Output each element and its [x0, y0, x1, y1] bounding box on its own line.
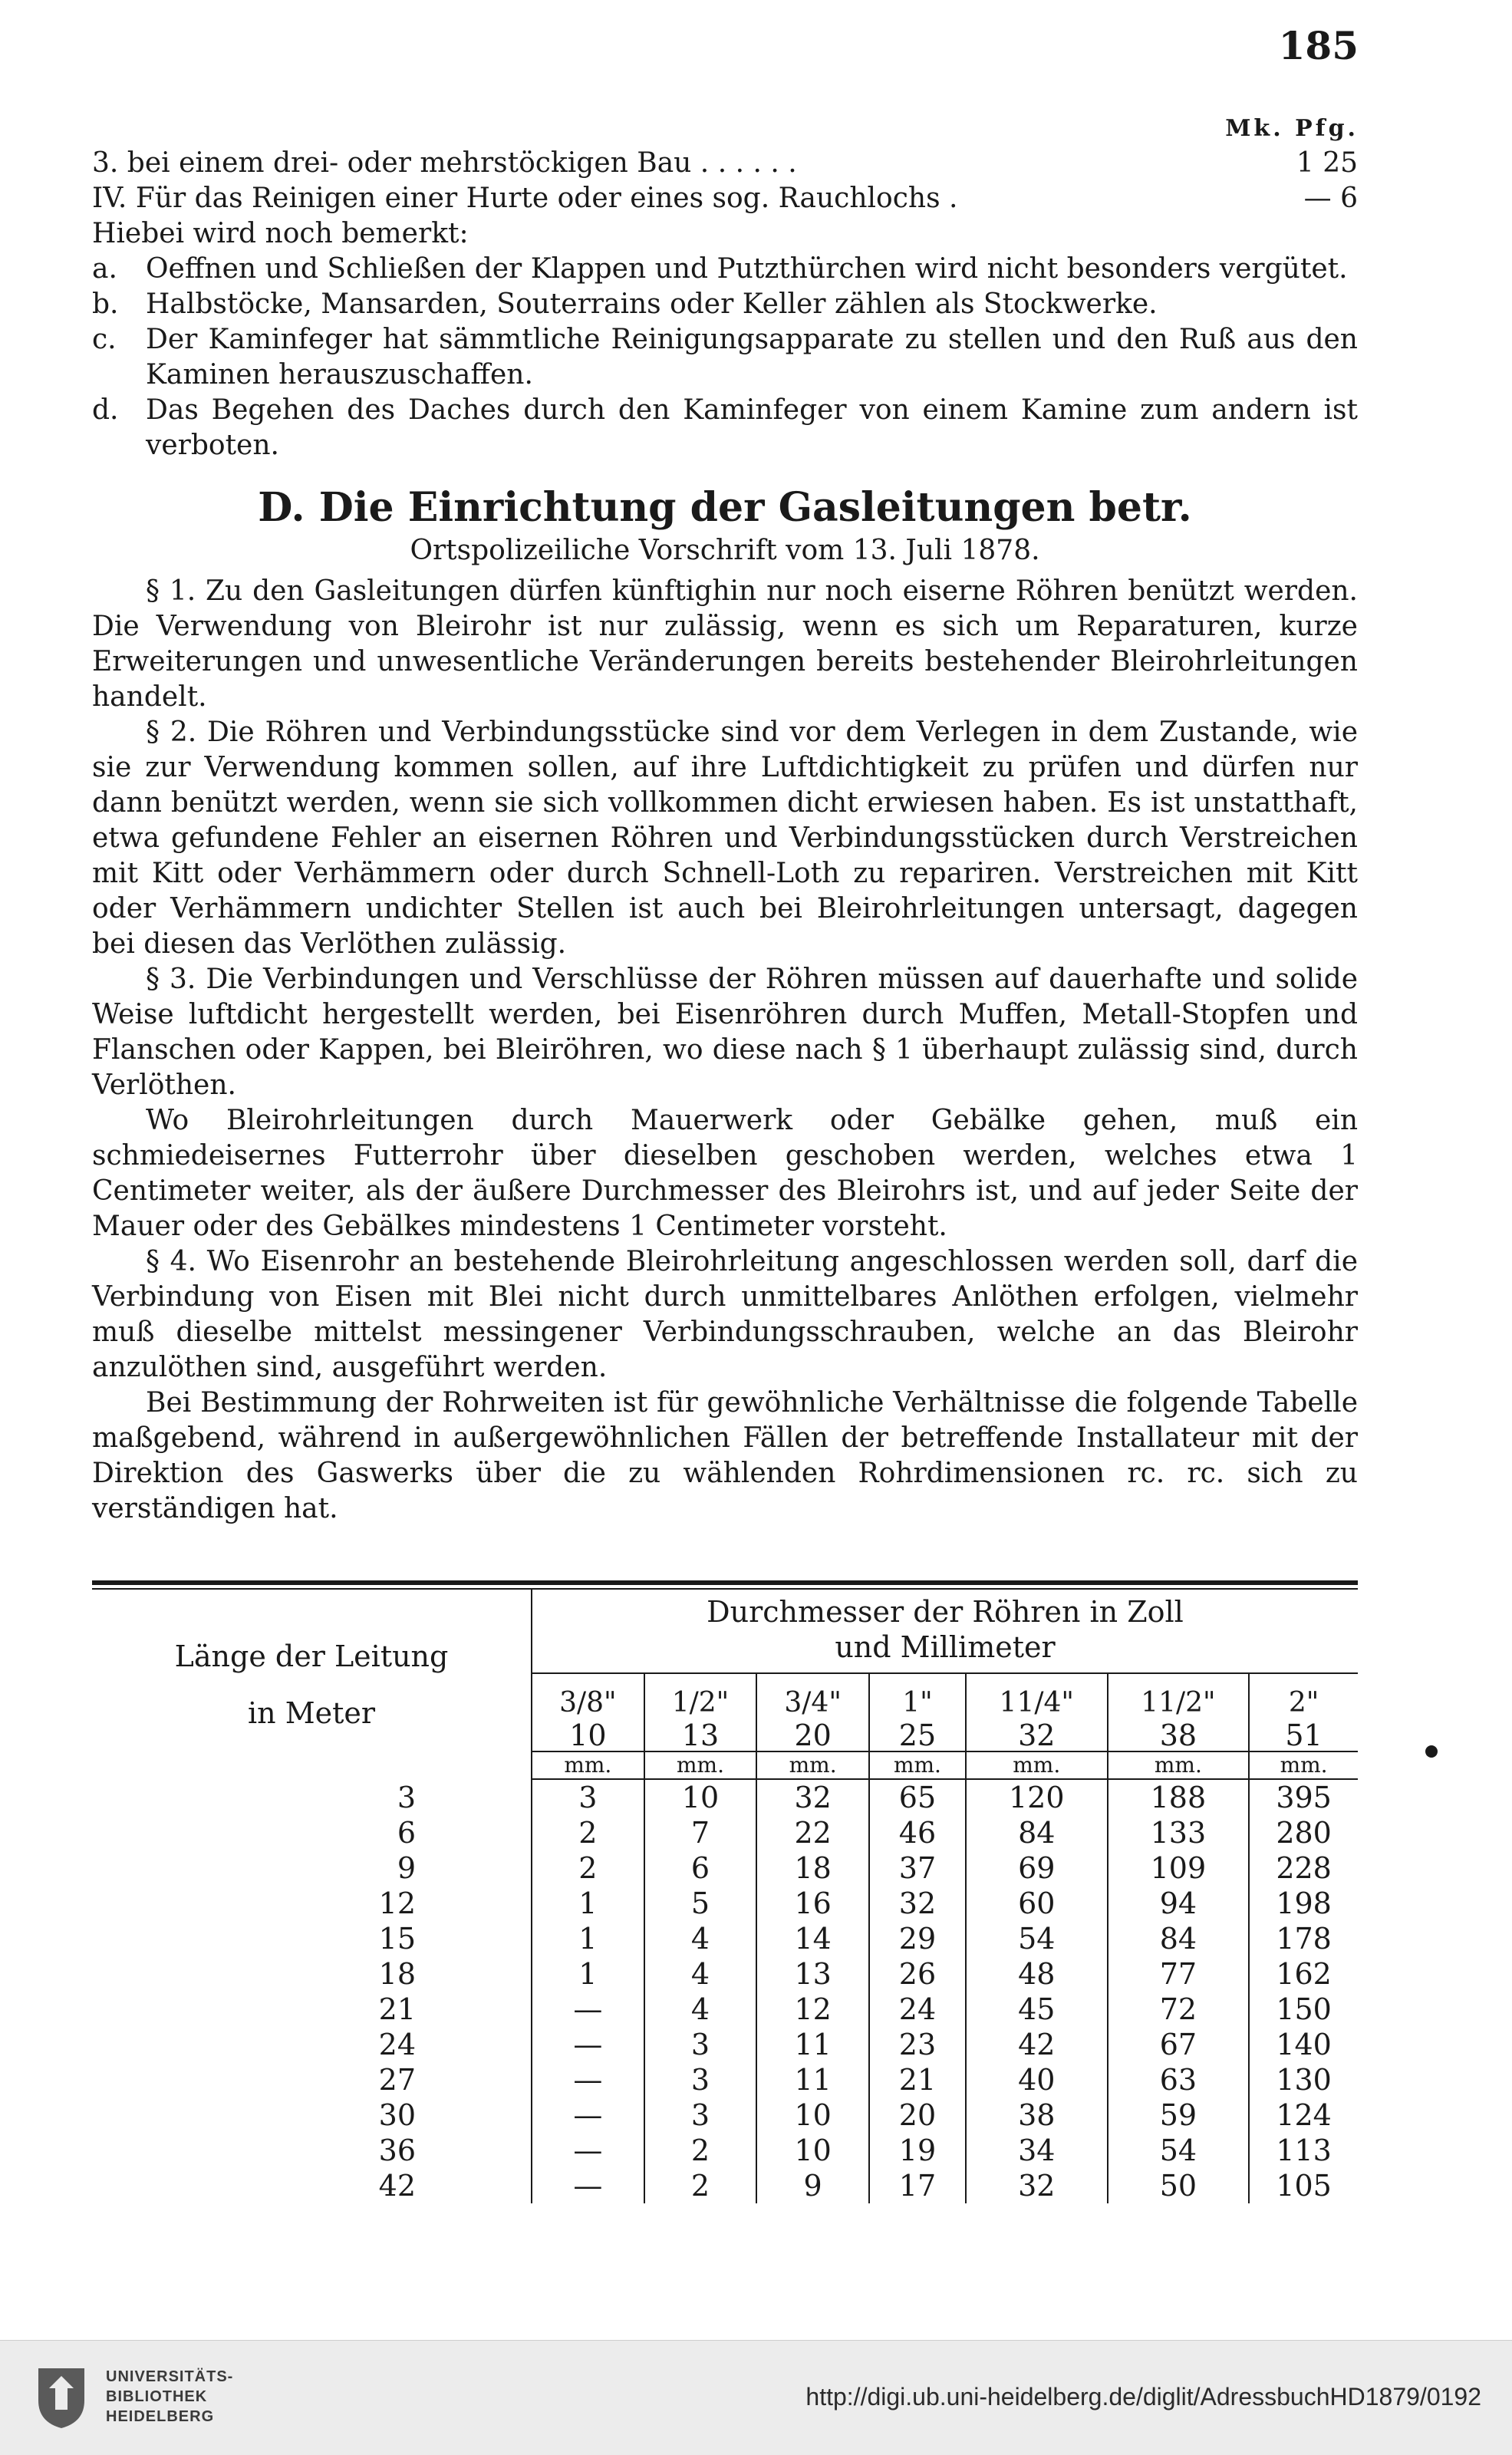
library-logo[interactable]: [31, 2362, 233, 2431]
value-cell: 162: [1276, 1957, 1332, 1991]
mm-unit-cell: mm.: [532, 1751, 644, 1779]
margin-dot: [1425, 1745, 1438, 1758]
mm-unit-cell: mm.: [1108, 1751, 1250, 1779]
row-header-line2: in Meter: [247, 1695, 376, 1730]
section-title: D. Die Einrichtung der Gasleitungen betr.: [258, 484, 1192, 531]
mm-header-cell: 20: [756, 1720, 869, 1751]
value-cell: 69: [966, 1850, 1108, 1886]
value-cell: 5: [644, 1886, 757, 1921]
note-intro: Hiebei wird noch bemerkt:: [92, 218, 469, 249]
value-cell: 24: [869, 1992, 966, 2027]
university-seal-icon: [31, 2362, 92, 2431]
value-cell: 20: [869, 2097, 966, 2133]
inch-header-cell: 1/2": [644, 1673, 757, 1720]
value-cell: 77: [1108, 1956, 1250, 1992]
value-cell: 59: [1108, 2097, 1250, 2133]
value-cell: —: [532, 2133, 644, 2168]
value-cell: 37: [869, 1850, 966, 1886]
value-cell: 26: [869, 1956, 966, 1992]
value-cell: 109: [1108, 1850, 1250, 1886]
value-cell: 3: [644, 2062, 757, 2097]
note-text: Halbstöcke, Mansarden, Souterrains oder Keller zählen als Stockwerke.: [146, 288, 1158, 320]
price-line: [92, 146, 1358, 181]
column-group-header: [532, 1590, 1358, 1673]
price-line-label: 3. bei einem drei- oder mehrstöckigen Bau . . . . . .: [92, 147, 797, 179]
value-cell: 54: [966, 1921, 1108, 1956]
value-cell: 34: [966, 2133, 1108, 2168]
value-cell: 150: [1276, 1992, 1332, 2026]
value-cell: 42: [966, 2027, 1108, 2062]
value-cell: 11: [756, 2062, 869, 2097]
value-cell: 14: [756, 1921, 869, 1956]
table-row: [92, 1779, 1358, 1815]
value-cell: 32: [869, 1886, 966, 1921]
library-name: [106, 2367, 233, 2427]
mm-header-cell: 38: [1108, 1720, 1250, 1751]
document-body: [92, 146, 1358, 1527]
value-cell: 12: [756, 1992, 869, 2027]
table-row: [92, 1886, 1358, 1921]
table-row: [92, 2133, 1358, 2168]
mm-unit-cell: mm.: [644, 1751, 757, 1779]
value-cell: 4: [644, 1992, 757, 2027]
value-cell: 120: [966, 1779, 1108, 1815]
value-cell: 72: [1108, 1992, 1250, 2027]
value-cell: —: [532, 1992, 644, 2027]
value-cell: 46: [869, 1815, 966, 1850]
value-cell: 16: [756, 1886, 869, 1921]
value-cell: 19: [869, 2133, 966, 2168]
section-subtitle: Ortspolizeiliche Vorschrift vom 13. Juli 1878.: [410, 535, 1040, 566]
value-cell: 113: [1276, 2134, 1332, 2167]
value-cell: 130: [1276, 2063, 1332, 2097]
mm-header-cell: 51: [1285, 1718, 1323, 1752]
value-cell: 84: [1108, 1921, 1250, 1956]
library-name-line: BIBLIOTHEK: [106, 2388, 208, 2405]
value-cell: 133: [1108, 1815, 1250, 1850]
price-line: [92, 181, 1358, 216]
footer-bar: [0, 2340, 1512, 2455]
value-cell: 1: [532, 1956, 644, 1992]
value-cell: 38: [966, 2097, 1108, 2133]
value-cell: 2: [532, 1815, 644, 1850]
value-cell: 32: [966, 2168, 1108, 2203]
note-item: [92, 252, 1358, 287]
value-cell: 50: [1108, 2168, 1250, 2203]
value-cell: 4: [644, 1956, 757, 1992]
inch-header-cell: 3/4": [756, 1673, 869, 1720]
value-cell: 7: [644, 1815, 757, 1850]
value-cell: 48: [966, 1956, 1108, 1992]
table-row: [92, 1992, 1358, 2027]
table-top-rule: [92, 1580, 1358, 1585]
note-item: [92, 393, 1358, 463]
table-row: [92, 1850, 1358, 1886]
mm-header-cell: 10: [532, 1720, 644, 1751]
value-cell: 32: [756, 1779, 869, 1815]
note-key: d.: [92, 394, 119, 426]
note-text: Oeffnen und Schließen der Klappen und Putzthürchen wird nicht besonders vergütet.: [146, 253, 1348, 285]
length-cell: 27: [92, 2062, 532, 2097]
value-cell: 10: [756, 2097, 869, 2133]
mm-unit-cell: mm.: [1249, 1751, 1358, 1779]
value-cell: 9: [756, 2168, 869, 2203]
value-cell: —: [532, 2168, 644, 2203]
row-header: [92, 1590, 532, 1779]
value-cell: 84: [966, 1815, 1108, 1850]
length-cell: 30: [92, 2097, 532, 2133]
row-header-line1: Länge der Leitung: [174, 1639, 449, 1673]
value-cell: 395: [1276, 1781, 1332, 1814]
value-cell: 10: [756, 2133, 869, 2168]
value-cell: 23: [869, 2027, 966, 2062]
table-row: [92, 2097, 1358, 2133]
price-line-label: IV. Für das Reinigen einer Hurte oder eines sog. Rauchlochs .: [92, 183, 958, 214]
value-cell: 1: [532, 1886, 644, 1921]
value-cell: 2: [532, 1850, 644, 1886]
value-cell: 2: [644, 2133, 757, 2168]
length-cell: 9: [92, 1850, 532, 1886]
value-cell: 105: [1276, 2169, 1332, 2203]
mm-unit-cell: mm.: [966, 1751, 1108, 1779]
table-row: [92, 1921, 1358, 1956]
note-text: Das Begehen des Daches durch den Kaminfeger von einem Kamine zum andern ist verboten.: [146, 394, 1358, 461]
value-cell: 63: [1108, 2062, 1250, 2097]
value-cell: 178: [1276, 1922, 1332, 1956]
value-cell: 280: [1276, 1816, 1332, 1850]
value-cell: 140: [1276, 2028, 1332, 2061]
value-cell: 67: [1108, 2027, 1250, 2062]
inch-header-cell: 1": [869, 1673, 966, 1720]
value-cell: 6: [644, 1850, 757, 1886]
inch-header-cell: 11/4": [966, 1673, 1108, 1720]
table-row: [92, 2062, 1358, 2097]
value-cell: 188: [1108, 1779, 1250, 1815]
note-text: Der Kaminfeger hat sämmtliche Reinigungsapparate zu stellen und den Ruß aus den Kaminen herauszuschaffen.: [146, 324, 1358, 390]
note-item: [92, 287, 1358, 322]
mm-header-cell: 32: [966, 1720, 1108, 1751]
pipe-diameter-table: [92, 1580, 1358, 2203]
length-cell: 18: [92, 1956, 532, 1992]
note-key: b.: [92, 288, 119, 320]
table-row: [92, 2027, 1358, 2062]
value-cell: 29: [869, 1921, 966, 1956]
value-cell: 17: [869, 2168, 966, 2203]
page-number: 185: [1278, 23, 1359, 68]
table-row: [92, 2168, 1358, 2203]
value-cell: —: [532, 2027, 644, 2062]
note-key: c.: [92, 324, 117, 355]
paragraph: § 4. Wo Eisenrohr an bestehende Bleirohrleitung angeschlossen werden soll, darf die Verbindung von Eisen mit Blei nicht durch unmittelbares Anlöthen erfolgen, vielmehr muß dieselbe mittelst messingener Verbindungsschrauben, welche an das Bleirohr anzulöthen sind, ausgeführt werden.: [92, 1246, 1358, 1383]
value-cell: —: [532, 2062, 644, 2097]
inch-header-cell: 3/8": [532, 1673, 644, 1720]
length-cell: 15: [92, 1921, 532, 1956]
value-cell: 2: [644, 2168, 757, 2203]
currency-column-header: Mk. Pfg.: [1225, 115, 1359, 142]
paragraph: Wo Bleirohrleitungen durch Mauerwerk oder Gebälke gehen, muß ein schmiedeisernes Futterrohr über dieselben geschoben werden, welches etwa 1 Centimeter weiter, als der äußere Durchmesser des Bleirohrs ist, und auf jeder Seite der Mauer oder des Gebälkes mindestens 1 Centimeter vorsteht.: [92, 1105, 1358, 1242]
column-group-header-line1: Durchmesser der Röhren in Zoll: [707, 1595, 1184, 1629]
length-cell: 6: [92, 1815, 532, 1850]
price-line-value: — 6: [1303, 183, 1358, 214]
value-cell: 10: [644, 1779, 757, 1815]
mm-header-cell: 13: [644, 1720, 757, 1751]
column-group-header-line2: und Millimeter: [835, 1630, 1056, 1664]
value-cell: 124: [1276, 2098, 1332, 2132]
length-cell: 36: [92, 2133, 532, 2168]
note-key: a.: [92, 253, 117, 285]
value-cell: 21: [869, 2062, 966, 2097]
source-url-link[interactable]: http://digi.ub.uni-heidelberg.de/diglit/AdressbuchHD1879/0192: [805, 2383, 1481, 2411]
value-cell: 54: [1108, 2133, 1250, 2168]
paragraph: Bei Bestimmung der Rohrweiten ist für gewöhnliche Verhältnisse die folgende Tabelle maßgebend, während in außergewöhnlichen Fällen der betreffende Installateur mit der Direktion des Gaswerks über die zu wählenden Rohrdimensionen rc. rc. sich zu verständigen hat.: [92, 1387, 1358, 1524]
value-cell: 94: [1108, 1886, 1250, 1921]
mm-unit-cell: mm.: [756, 1751, 869, 1779]
library-name-line: HEIDELBERG: [106, 2408, 215, 2425]
library-name-line: UNIVERSITÄTS-: [106, 2368, 234, 2385]
value-cell: 198: [1276, 1887, 1332, 1920]
table-row: [92, 1956, 1358, 1992]
length-cell: 21: [92, 1992, 532, 2027]
value-cell: 45: [966, 1992, 1108, 2027]
table-grid: [92, 1590, 1358, 2203]
paragraph: § 1. Zu den Gasleitungen dürfen künftighin nur noch eiserne Röhren benützt werden. Die Verwendung von Bleirohr ist nur zulässig, wenn es sich um Reparaturen, kurze Erweiterungen und unwesentliche Veränderungen bereits bestehender Bleirohrleitungen handelt.: [92, 575, 1358, 713]
value-cell: 60: [966, 1886, 1108, 1921]
value-cell: 1: [532, 1921, 644, 1956]
length-cell: 42: [92, 2168, 532, 2203]
value-cell: —: [532, 2097, 644, 2133]
inch-header-cell: 2": [1288, 1687, 1319, 1718]
value-cell: 65: [869, 1779, 966, 1815]
value-cell: 40: [966, 2062, 1108, 2097]
length-cell: 12: [92, 1886, 532, 1921]
value-cell: 228: [1276, 1851, 1332, 1885]
paragraph: § 2. Die Röhren und Verbindungsstücke sind vor dem Verlegen in dem Zustande, wie sie zur Verwendung kommen sollen, auf ihre Luftdichtigkeit zu prüfen und dürfen nur dann benützt werden, wenn sie sich vollkommen dicht erwiesen haben. Es ist unstatthaft, etwa gefundene Fehler an eisernen Röhren und Verbindungsstücken durch Verstreichen mit Kitt oder Verhämmern oder durch Schnell-Loth zu repariren. Verstreichen mit Kitt oder Verhämmern undichter Stellen ist auch bei Bleirohrleitungen untersagt, dagegen bei diesen das Verlöthen zulässig.: [92, 717, 1358, 960]
mm-unit-cell: mm.: [869, 1751, 966, 1779]
paragraph: § 3. Die Verbindungen und Verschlüsse der Röhren müssen auf dauerhafte und solide Weise luftdicht hergestellt werden, bei Eisenröhren durch Muffen, Metall-Stopfen und Flanschen oder Kappen, bei Bleiröhren, wo diese nach § 1 überhaupt zulässig sind, durch Verlöthen.: [92, 964, 1358, 1101]
table-row: [92, 1815, 1358, 1850]
value-cell: 11: [756, 2027, 869, 2062]
length-cell: 24: [92, 2027, 532, 2062]
value-cell: 3: [644, 2097, 757, 2133]
value-cell: 3: [532, 1779, 644, 1815]
length-cell: 3: [92, 1779, 532, 1815]
value-cell: 4: [644, 1921, 757, 1956]
price-line-value: 1 25: [1296, 147, 1358, 179]
value-cell: 18: [756, 1850, 869, 1886]
inch-header-cell: 11/2": [1108, 1673, 1250, 1720]
mm-header-cell: 25: [869, 1720, 966, 1751]
value-cell: 22: [756, 1815, 869, 1850]
value-cell: 3: [644, 2027, 757, 2062]
note-item: [92, 322, 1358, 393]
value-cell: 13: [756, 1956, 869, 1992]
